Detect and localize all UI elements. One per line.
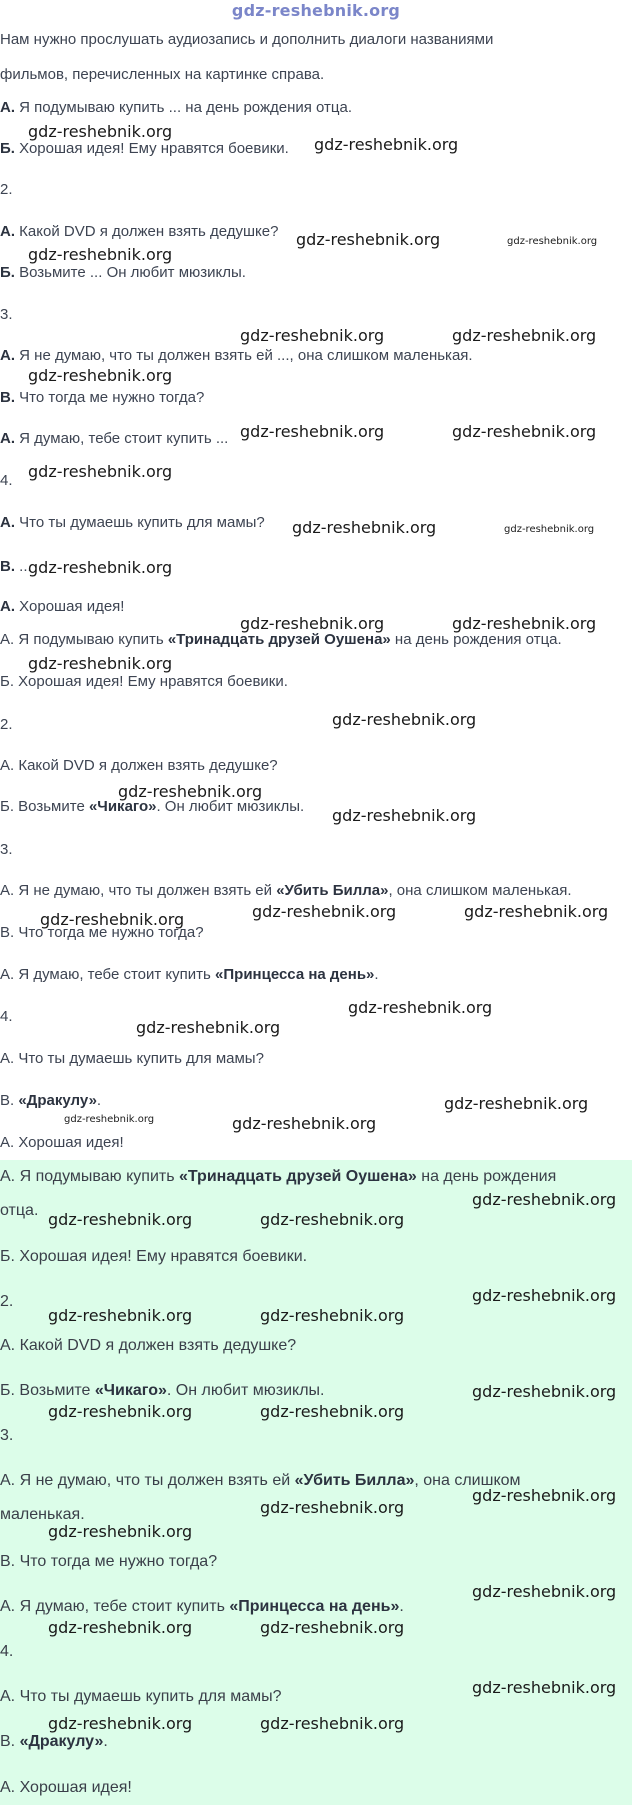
watermark: gdz-reshebnik.org <box>472 1486 617 1505</box>
watermark: gdz-reshebnik.org <box>472 1382 617 1401</box>
watermark: gdz-reshebnik.org <box>260 1402 405 1421</box>
green-answer-number-2: 2. <box>0 1293 14 1310</box>
answer-dialog-2-b: Б. Возьмите «Чикаго». Он любит мюзиклы. <box>0 798 305 815</box>
watermark: gdz-reshebnik.org <box>252 902 397 921</box>
watermark: gdz-reshebnik.org <box>28 462 173 481</box>
watermark: gdz-reshebnik.org <box>240 614 385 633</box>
task-number-4: 4. <box>0 472 13 489</box>
instruction-line-1: Нам нужно прослушать аудиозапись и дополнить диалоги названиями <box>0 31 494 48</box>
green-answer-dialog-3-b: В. Что тогда ме нужно тогда? <box>0 1553 218 1570</box>
answer-number-2: 2. <box>0 716 13 733</box>
watermark: gdz-reshebnik.org <box>48 1618 193 1637</box>
task-dialog-2-a: А. Какой DVD я должен взять дедушке? <box>0 223 279 240</box>
watermark: gdz-reshebnik.org <box>48 1210 193 1229</box>
task-dialog-4-b: В. ... <box>0 558 32 575</box>
task-number-2: 2. <box>0 181 13 198</box>
answer-dialog-2-a: А. Какой DVD я должен взять дедушке? <box>0 757 278 774</box>
watermark: gdz-reshebnik.org <box>504 524 595 535</box>
green-answer-dialog-1-a-cont: отца. <box>0 1202 39 1219</box>
answer-number-4: 4. <box>0 1008 13 1025</box>
watermark: gdz-reshebnik.org <box>452 422 597 441</box>
watermark: gdz-reshebnik.org <box>472 1582 617 1601</box>
watermark: gdz-reshebnik.org <box>48 1402 193 1421</box>
green-answer-dialog-4-c: А. Хорошая идея! <box>0 1779 132 1796</box>
task-dialog-1-a: А. Я подумываю купить ... на день рождения отца. <box>0 99 353 116</box>
watermark: gdz-reshebnik.org <box>118 782 263 801</box>
green-answer-dialog-1-a: А. Я подумываю купить «Тринадцать друзей Оушена» на день рождения <box>0 1168 557 1185</box>
green-answer-dialog-3-c: А. Я думаю, тебе стоит купить «Принцесса на день». <box>0 1598 404 1615</box>
green-answer-dialog-1-b: Б. Хорошая идея! Ему нравятся боевики. <box>0 1248 308 1265</box>
watermark: gdz-reshebnik.org <box>472 1678 617 1697</box>
answer-dialog-3-b: В. Что тогда ме нужно тогда? <box>0 924 204 941</box>
task-dialog-3-b: В. Что тогда ме нужно тогда? <box>0 389 205 406</box>
watermark: gdz-reshebnik.org <box>260 1714 405 1733</box>
answer-dialog-1-a: А. Я подумываю купить «Тринадцать друзей Оушена» на день рождения отца. <box>0 631 562 648</box>
watermark: gdz-reshebnik.org <box>348 998 493 1017</box>
watermark: gdz-reshebnik.org <box>260 1498 405 1517</box>
watermark: gdz-reshebnik.org <box>48 1714 193 1733</box>
task-dialog-4-a: А. Что ты думаешь купить для мамы? <box>0 514 265 531</box>
watermark: gdz-reshebnik.org <box>260 1306 405 1325</box>
watermark: gdz-reshebnik.org <box>260 1618 405 1637</box>
watermark: gdz-reshebnik.org <box>240 422 385 441</box>
watermark: gdz-reshebnik.org <box>28 558 173 577</box>
watermark: gdz-reshebnik.org <box>332 710 477 729</box>
watermark: gdz-reshebnik.org <box>28 654 173 673</box>
watermark: gdz-reshebnik.org <box>464 902 609 921</box>
watermark: gdz-reshebnik.org <box>314 135 459 154</box>
answer-dialog-3-c: А. Я думаю, тебе стоит купить «Принцесса на день». <box>0 966 379 983</box>
watermark: gdz-reshebnik.org <box>296 230 441 249</box>
green-answer-dialog-2-b: Б. Возьмите «Чикаго». Он любит мюзиклы. <box>0 1382 325 1399</box>
green-answer-number-4: 4. <box>0 1643 14 1660</box>
answer-dialog-1-b: Б. Хорошая идея! Ему нравятся боевики. <box>0 673 288 690</box>
task-dialog-2-b: Б. Возьмите ... Он любит мюзиклы. <box>0 264 246 281</box>
watermark: gdz-reshebnik.org <box>444 1094 589 1113</box>
watermark: gdz-reshebnik.org <box>472 1190 617 1209</box>
task-dialog-3-a: А. Я не думаю, что ты должен взять ей ..., она слишком маленькая. <box>0 347 473 364</box>
answer-dialog-4-b: В. «Дракулу». <box>0 1092 102 1109</box>
watermark: gdz-reshebnik.org <box>507 236 598 247</box>
green-answer-dialog-2-a: А. Какой DVD я должен взять дедушке? <box>0 1337 297 1354</box>
watermark: gdz-reshebnik.org <box>452 614 597 633</box>
answer-dialog-4-c: А. Хорошая идея! <box>0 1134 124 1151</box>
task-dialog-4-c: А. Хорошая идея! <box>0 598 125 615</box>
watermark: gdz-reshebnik.org <box>40 910 185 929</box>
task-dialog-1-b: Б. Хорошая идея! Ему нравятся боевики. <box>0 140 289 157</box>
watermark: gdz-reshebnik.org <box>240 326 385 345</box>
watermark: gdz-reshebnik.org <box>64 1114 155 1125</box>
watermark: gdz-reshebnik.org <box>332 806 477 825</box>
instruction-line-2: фильмов, перечисленных на картинке справа. <box>0 66 325 83</box>
watermark: gdz-reshebnik.org <box>28 245 173 264</box>
green-answer-number-3: 3. <box>0 1427 14 1444</box>
watermark: gdz-reshebnik.org <box>452 326 597 345</box>
watermark: gdz-reshebnik.org <box>28 366 173 385</box>
watermark: gdz-reshebnik.org <box>48 1522 193 1541</box>
answer-dialog-3-a: А. Я не думаю, что ты должен взять ей «Убить Билла», она слишком маленькая. <box>0 882 572 899</box>
watermark: gdz-reshebnik.org <box>28 122 173 141</box>
watermark: gdz-reshebnik.org <box>260 1210 405 1229</box>
green-answer-dialog-4-b: В. «Дракулу». <box>0 1733 108 1750</box>
watermark: gdz-reshebnik.org <box>472 1286 617 1305</box>
site-header-logo: gdz-reshebnik.org <box>231 1 401 20</box>
answer-number-3: 3. <box>0 841 13 858</box>
watermark: gdz-reshebnik.org <box>232 1114 377 1133</box>
watermark: gdz-reshebnik.org <box>136 1018 281 1037</box>
green-answer-dialog-3-a: А. Я не думаю, что ты должен взять ей «Убить Билла», она слишком <box>0 1472 521 1489</box>
green-answer-dialog-4-a: А. Что ты думаешь купить для мамы? <box>0 1688 282 1705</box>
watermark: gdz-reshebnik.org <box>292 518 437 537</box>
task-dialog-3-c: А. Я думаю, тебе стоит купить ... <box>0 430 229 447</box>
task-number-3: 3. <box>0 306 13 323</box>
watermark: gdz-reshebnik.org <box>48 1306 193 1325</box>
green-answer-dialog-3-a-cont: маленькая. <box>0 1506 85 1523</box>
answer-dialog-4-a: А. Что ты думаешь купить для мамы? <box>0 1050 264 1067</box>
